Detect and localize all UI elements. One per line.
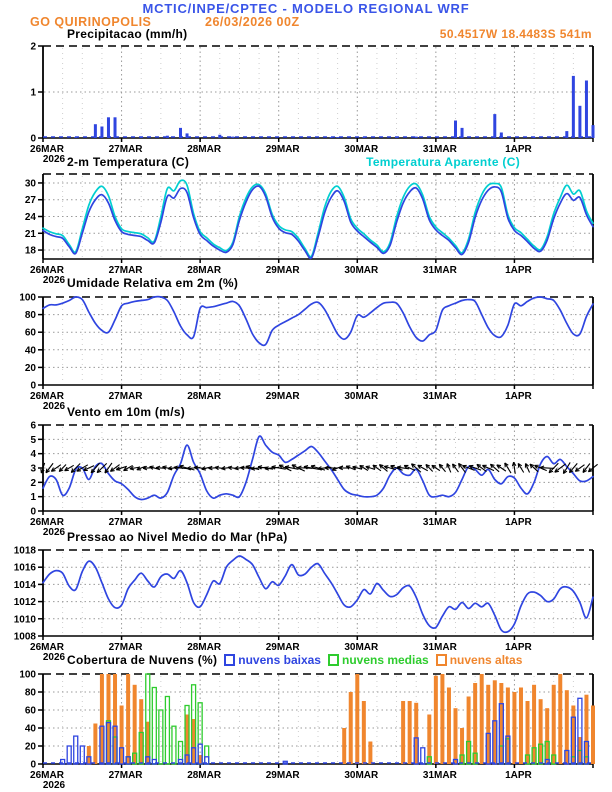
svg-text:1012: 1012	[13, 597, 36, 609]
svg-text:27MAR: 27MAR	[108, 144, 143, 155]
svg-text:31MAR: 31MAR	[422, 265, 457, 276]
svg-text:27MAR: 27MAR	[108, 770, 143, 781]
svg-text:40: 40	[24, 723, 36, 735]
svg-text:30MAR: 30MAR	[344, 517, 379, 528]
svg-text:29MAR: 29MAR	[265, 391, 300, 402]
legend-label-baixas: nuvens baixas	[238, 653, 321, 667]
panel-title-precipitacao: Precipitacao (mm/h)	[67, 27, 188, 41]
svg-text:27MAR: 27MAR	[108, 265, 143, 276]
svg-text:30MAR: 30MAR	[344, 391, 379, 402]
page-title: MCTIC/INPE/CPTEC - MODELO REGIONAL WRF	[142, 1, 470, 16]
svg-text:2026: 2026	[42, 652, 66, 663]
svg-text:0: 0	[30, 133, 36, 145]
panel-title-nuvens: Cobertura de Nuvens (%)	[67, 653, 218, 667]
svg-text:30: 30	[24, 178, 36, 190]
svg-text:20: 20	[24, 741, 36, 753]
svg-text:0: 0	[30, 759, 36, 771]
svg-text:2026: 2026	[42, 401, 66, 412]
location-coordinates-label: 50.4517W 18.4483S 541m	[439, 27, 592, 41]
panel-title-umidade: Umidade Relativa em 2m (%)	[67, 276, 239, 290]
svg-text:2026: 2026	[42, 527, 66, 538]
legend-swatch-baixas-icon	[224, 654, 235, 666]
svg-text:29MAR: 29MAR	[265, 642, 300, 653]
svg-text:1016: 1016	[13, 562, 36, 574]
svg-text:2: 2	[30, 41, 36, 53]
svg-text:80: 80	[24, 687, 36, 699]
svg-text:4: 4	[30, 449, 36, 461]
svg-text:27MAR: 27MAR	[108, 517, 143, 528]
svg-text:1APR: 1APR	[505, 642, 532, 653]
svg-text:2026: 2026	[42, 275, 66, 286]
svg-text:30MAR: 30MAR	[344, 770, 379, 781]
svg-text:1APR: 1APR	[505, 144, 532, 155]
panel-title-temperatura-aparente: Temperatura Aparente (C)	[366, 155, 520, 169]
svg-text:27: 27	[24, 195, 36, 207]
panel-3	[30, 421, 598, 539]
panel-title-pressao: Pressao ao Nivel Medio do Mar (hPa)	[67, 530, 288, 544]
svg-text:1: 1	[30, 492, 36, 504]
svg-text:3: 3	[30, 463, 36, 475]
svg-text:29MAR: 29MAR	[265, 770, 300, 781]
panel-title-vento: Vento em 10m (m/s)	[67, 405, 186, 419]
svg-text:100: 100	[19, 292, 36, 304]
panel-5	[19, 670, 595, 792]
svg-text:1APR: 1APR	[505, 517, 532, 528]
svg-text:28MAR: 28MAR	[187, 642, 222, 653]
svg-text:26MAR: 26MAR	[30, 265, 64, 276]
panel-1	[25, 174, 593, 286]
svg-text:31MAR: 31MAR	[422, 391, 457, 402]
svg-text:18: 18	[24, 245, 36, 257]
svg-text:26MAR: 26MAR	[30, 391, 64, 402]
panel-2	[19, 293, 593, 413]
run-datetime-label: 26/03/2026 00Z	[205, 15, 300, 29]
svg-text:31MAR: 31MAR	[422, 770, 457, 781]
svg-text:1014: 1014	[13, 579, 36, 591]
svg-text:40: 40	[24, 345, 36, 357]
svg-text:30MAR: 30MAR	[344, 265, 379, 276]
svg-text:31MAR: 31MAR	[422, 642, 457, 653]
svg-text:5: 5	[30, 434, 36, 446]
svg-text:80: 80	[24, 310, 36, 322]
svg-text:29MAR: 29MAR	[265, 517, 300, 528]
svg-text:27MAR: 27MAR	[108, 642, 143, 653]
svg-text:1APR: 1APR	[505, 391, 532, 402]
svg-text:26MAR: 26MAR	[30, 642, 64, 653]
legend-nuvens-altas	[436, 653, 523, 667]
svg-text:27MAR: 27MAR	[108, 391, 143, 402]
svg-text:31MAR: 31MAR	[422, 517, 457, 528]
panel-4	[14, 546, 593, 664]
legend-swatch-altas-icon	[436, 654, 447, 666]
svg-text:2026: 2026	[42, 780, 66, 791]
svg-text:1APR: 1APR	[505, 770, 532, 781]
svg-text:28MAR: 28MAR	[187, 144, 222, 155]
svg-text:20: 20	[24, 362, 36, 374]
panel-title-temperatura: 2-m Temperatura (C)	[67, 155, 190, 169]
svg-text:2026: 2026	[42, 154, 66, 165]
svg-text:1010: 1010	[13, 614, 36, 626]
legend-swatch-medias-icon	[328, 654, 339, 666]
legend-nuvens-medias	[328, 653, 429, 667]
svg-text:26MAR: 26MAR	[30, 517, 64, 528]
svg-text:21: 21	[24, 228, 36, 240]
svg-text:29MAR: 29MAR	[265, 265, 300, 276]
station-label: GO QUIRINOPOLIS	[30, 15, 152, 29]
svg-text:28MAR: 28MAR	[187, 770, 222, 781]
legend-label-medias: nuvens medias	[341, 653, 429, 667]
svg-text:24: 24	[24, 212, 36, 223]
svg-text:2: 2	[30, 477, 36, 489]
svg-text:29MAR: 29MAR	[265, 144, 300, 155]
svg-text:0: 0	[30, 380, 36, 392]
svg-text:1: 1	[30, 87, 36, 99]
svg-text:60: 60	[24, 327, 36, 339]
panel-0	[30, 42, 594, 166]
svg-text:1018: 1018	[13, 545, 36, 557]
legend-label-altas: nuvens altas	[449, 653, 523, 667]
svg-text:0: 0	[30, 506, 36, 518]
svg-text:26MAR: 26MAR	[30, 770, 64, 781]
svg-text:6: 6	[30, 420, 36, 432]
svg-text:60: 60	[24, 705, 36, 717]
svg-text:100: 100	[19, 669, 36, 681]
svg-text:30MAR: 30MAR	[344, 144, 379, 155]
svg-text:28MAR: 28MAR	[187, 265, 222, 276]
svg-text:26MAR: 26MAR	[30, 144, 64, 155]
svg-text:1008: 1008	[13, 631, 36, 643]
svg-text:1APR: 1APR	[505, 265, 532, 276]
svg-text:31MAR: 31MAR	[422, 144, 457, 155]
legend-nuvens-baixas	[224, 653, 321, 667]
svg-text:28MAR: 28MAR	[187, 391, 222, 402]
svg-text:30MAR: 30MAR	[344, 642, 379, 653]
cloud-panel-title-row	[67, 653, 522, 667]
svg-text:28MAR: 28MAR	[187, 517, 222, 528]
